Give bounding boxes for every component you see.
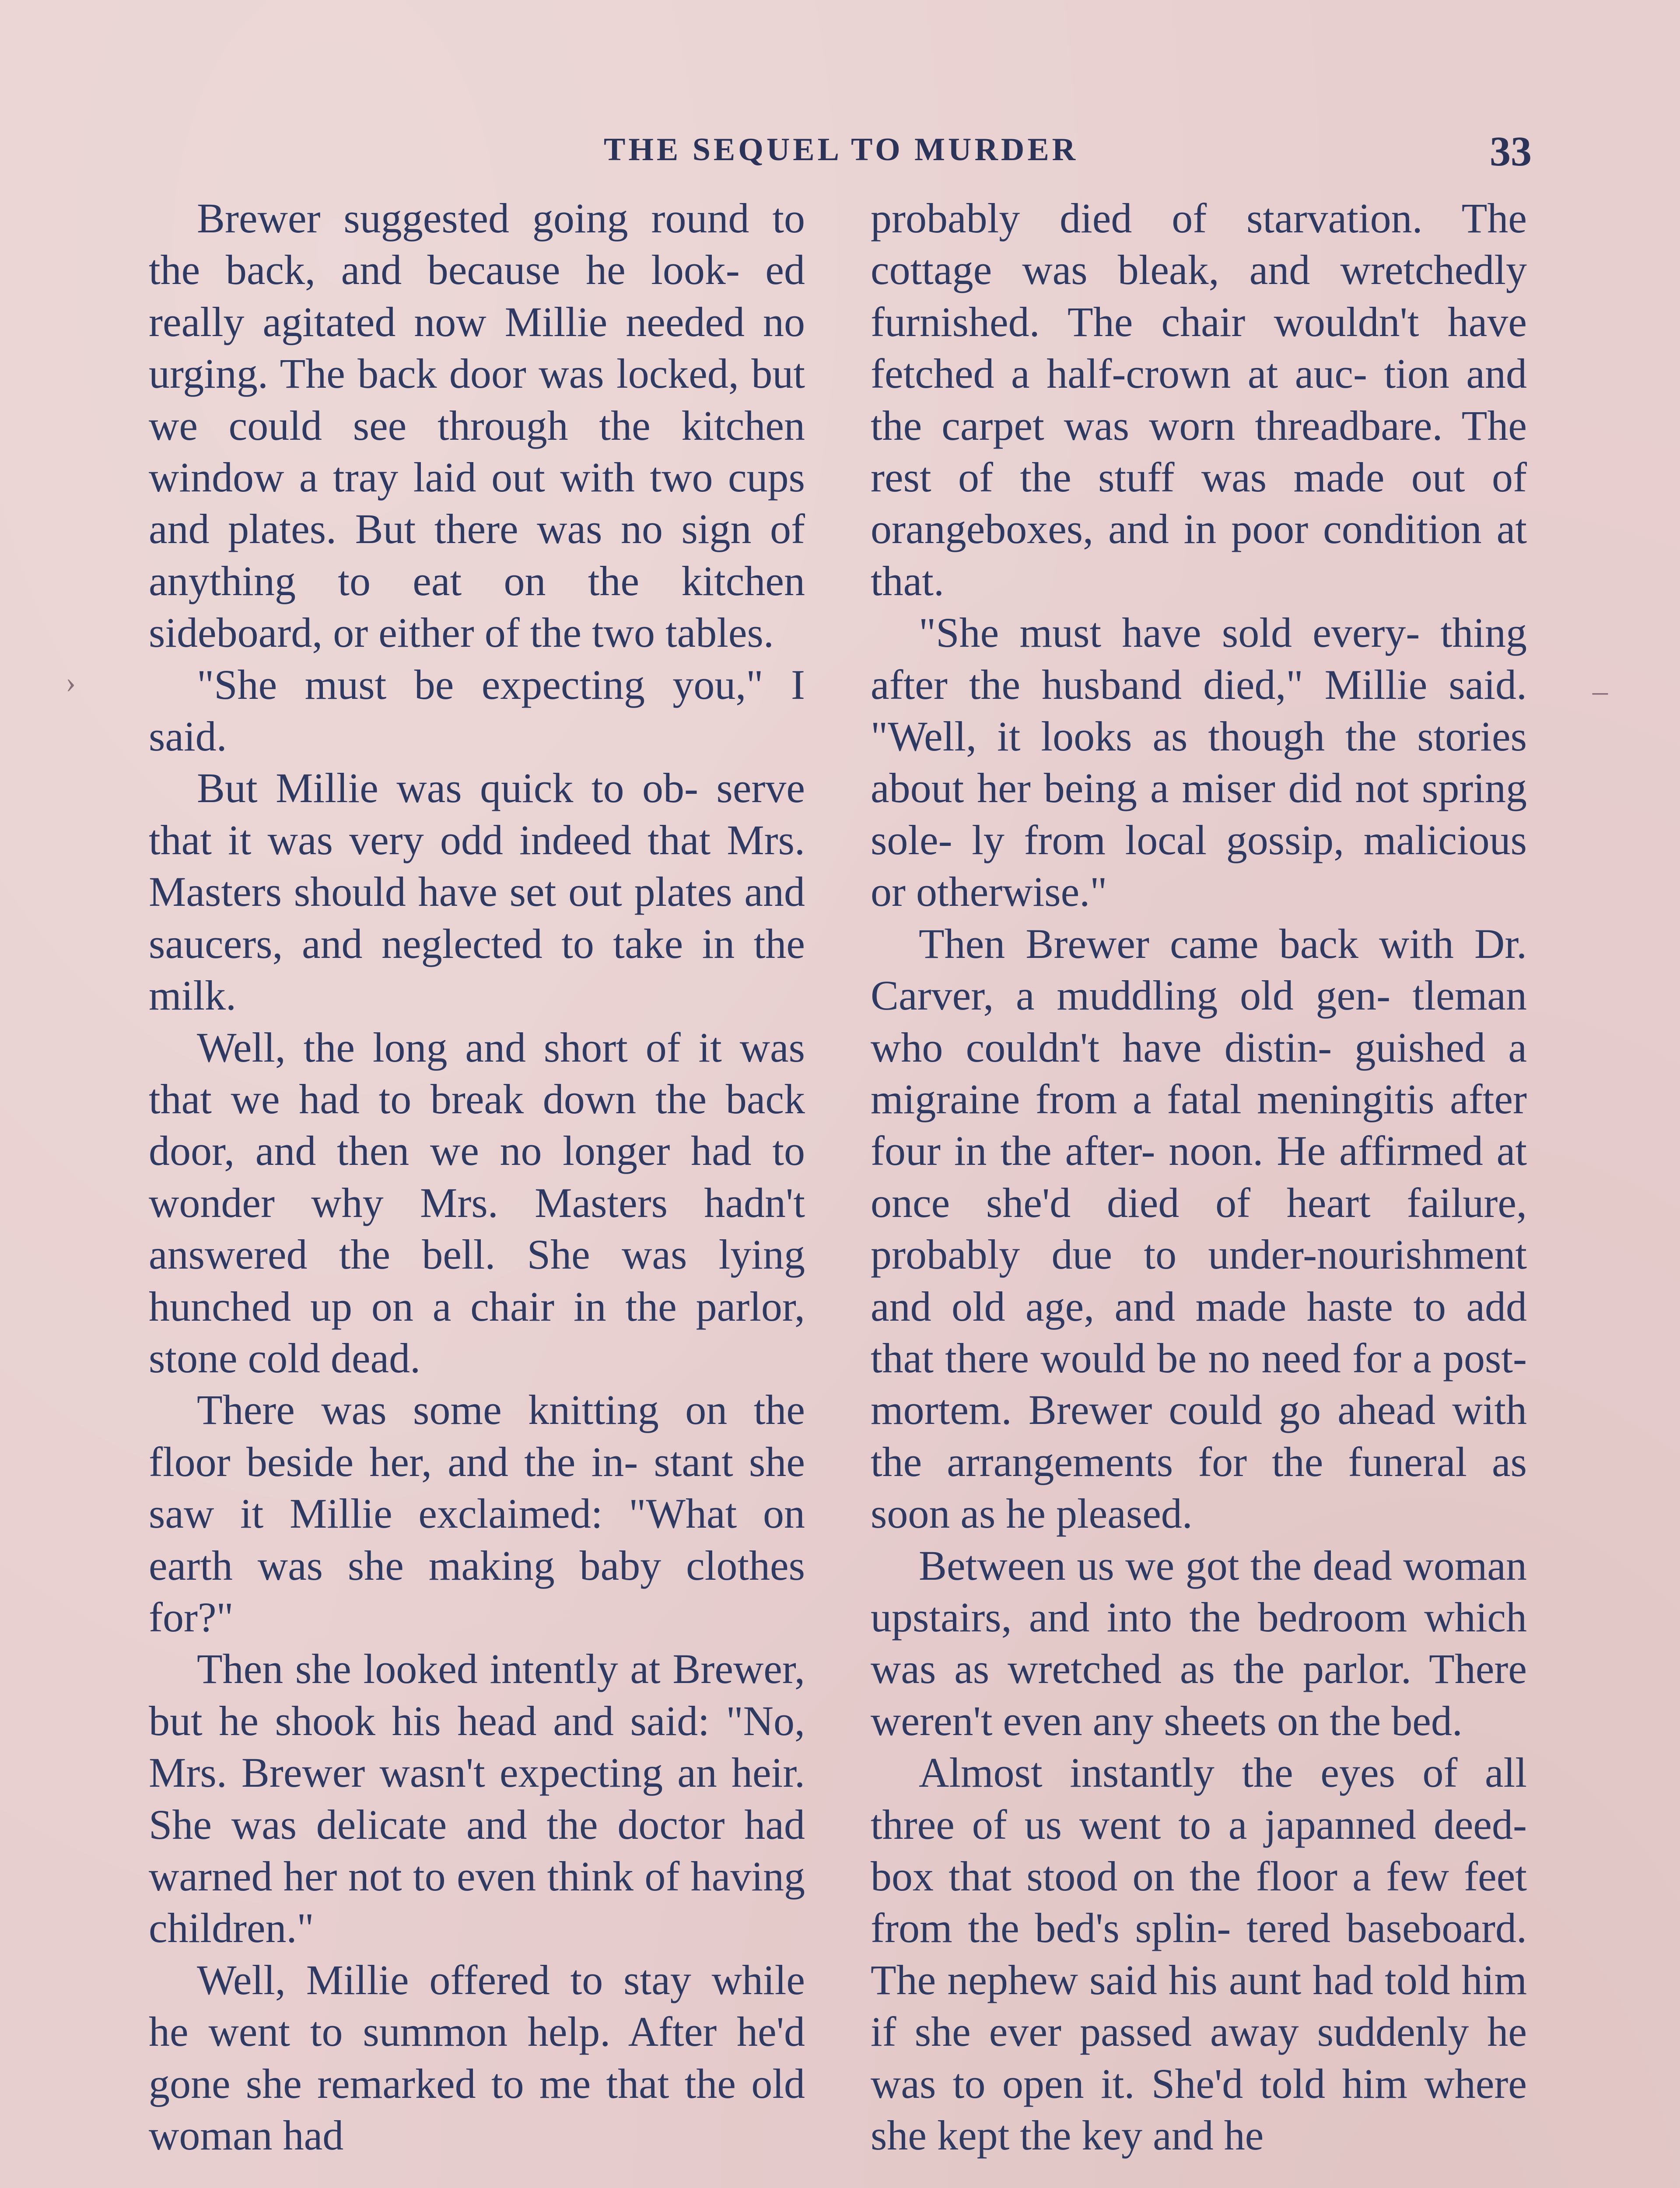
running-title: THE SEQUEL TO MURDER — [604, 132, 1079, 168]
paragraph: Well, Millie offered to stay while he went to summon help. After he'd gone she remarked to me that the old woman had — [149, 1956, 805, 2159]
stray-mark-right: – — [1592, 674, 1608, 708]
paragraph: Then Brewer came back with Dr. Carver, a muddling old gen- tleman who couldn't have distin- guished a migraine from a fatal meningitis after four in the after- noon. He affirmed at once she'd died of heart failure, probably due to under-nourishment and old age, and made haste to add that there would be no need for a post-mortem. Brewer could go ahead with the arrangements for the funeral as soon as he pleased. — [871, 920, 1527, 1537]
paragraph: "She must be expecting you," I said. — [149, 661, 805, 760]
paragraph: There was some knitting on the floor beside her, and the in- stant she saw it Millie exclaimed: "What on earth was she making baby clothes for?" — [149, 1386, 805, 1641]
paragraph: Almost instantly the eyes of all three of us went to a japanned deed-box that stood on the floor a few feet from the bed's splin- tered baseboard. The nephew said his aunt had told him if she ever passed away suddenly he was to open it. She'd told him where she kept the key and he — [871, 1749, 1527, 2159]
paragraph: "She must have sold every- thing after the husband died," Millie said. "Well, it looks as though the stories about her being a miser did not spring sole- ly from local gossip, malicious or otherwise." — [871, 609, 1527, 915]
paragraph: But Millie was quick to ob- serve that it was very odd indeed that Mrs. Masters should have set out plates and saucers, and neglected to take in the milk. — [149, 764, 805, 1019]
page-number: 33 — [1490, 128, 1532, 175]
right-column — [871, 193, 1527, 2161]
paragraph: Then she looked intently at Brewer, but he shook his head and said: "No, Mrs. Brewer wasn't expecting an heir. She was delicate and the doctor had warned her not to even think of having children." — [149, 1645, 805, 1952]
paragraph: Brewer suggested going round to the back, and because he look- ed really agitated now Millie needed no urging. The back door was locked, but we could see through the kitchen window a tray laid out with two cups and plates. But there was no sign of anything to eat on the kitchen sideboard, or either of the two tables. — [149, 195, 805, 656]
left-column — [149, 193, 805, 2161]
paragraph: Well, the long and short of it was that we had to break down the back door, and then we no longer had to wonder why Mrs. Masters hadn't answered the bell. She was lying hunched up on a chair in the parlor, stone cold dead. — [149, 1024, 805, 1382]
paragraph-continued: probably died of starvation. The cottage was bleak, and wretchedly furnished. The chair wouldn't have fetched a half-crown at auc- tion and the carpet was worn threadbare. The rest of the stuff was made out of orangeboxes, and in poor condition at that. — [871, 195, 1527, 604]
paragraph: Between us we got the dead woman upstairs, and into the bedroom which was as wretched as the parlor. There weren't even any sheets on the bed. — [871, 1542, 1527, 1744]
stray-mark-left: › — [66, 666, 76, 699]
